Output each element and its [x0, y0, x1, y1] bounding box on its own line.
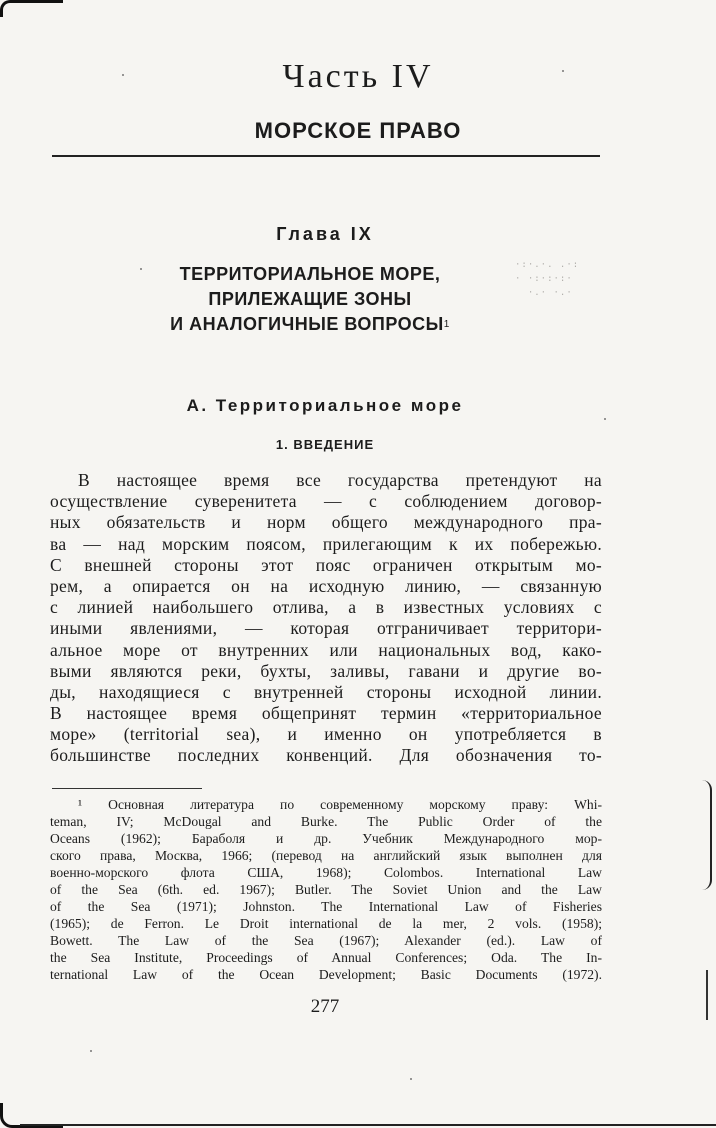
- chapter-label: Глава IX: [276, 224, 374, 244]
- page-number: 277: [310, 996, 340, 1017]
- body-line: В настоящее время все государства претендуют на: [78, 470, 602, 490]
- page-edge-mark-right-lower: [702, 970, 708, 1020]
- footnote-line: ского права, Москва, 1966; (перевод на английский язык выполнен для: [50, 848, 602, 863]
- body-line: В настоящее время общепринят термин «территориальное: [50, 703, 602, 724]
- body-line: рем, а опирается он на исходную линию, — связанную: [50, 575, 602, 596]
- footnote: [50, 796, 602, 983]
- footnote-line: teman, IV; McDougal and Burke. The Public Order of the: [50, 814, 602, 829]
- body-line: ва — над морским поясом, прилегающим к их побережью.: [50, 533, 602, 554]
- footnote-line: (1965); de Ferron. Le Droit international de la mer, 2 vols. (1958);: [50, 916, 602, 931]
- body-paragraph: [50, 470, 602, 767]
- body-line: ды, находящиеся с внутренней стороны исходной линии.: [50, 681, 602, 702]
- body-line: с линией наибольшего отлива, а в известных условиях с: [50, 597, 602, 618]
- footnote-rule: [52, 788, 202, 789]
- footnote-line: Oceans (1962); Бараболя и др. Учебник Международного мор-: [50, 831, 602, 846]
- section-title: А. Территориальное море: [186, 396, 464, 415]
- body-line: иными явлениями, — которая отграничивает территори-: [50, 618, 602, 639]
- scan-speck: [90, 1050, 92, 1052]
- footnote-line: военно-морского флота США, 1968); Colombos. International Law: [50, 865, 602, 880]
- footnote-line: of the Sea (6th. ed. 1967); Butler. The Soviet Union and the Law: [50, 882, 602, 897]
- part-title: МОРСКОЕ ПРАВО: [254, 118, 462, 143]
- body-line: выми являются реки, бухты, заливы, гавани и другие во-: [50, 660, 602, 681]
- footnote-line: Bowett. The Law of the Sea (1967); Alexander (ed.). Law of: [50, 933, 602, 948]
- scan-speck: [410, 1078, 412, 1080]
- body-line: осуществление суверенитета — с соблюдением договор-: [50, 491, 602, 512]
- page-corner-top-left: [0, 0, 63, 17]
- body-line: большинстве последних конвенций. Для обозначения то-: [50, 745, 602, 766]
- scan-speck: [562, 70, 564, 72]
- bleed-through-marks: ·:·.·. .·: · ·:·:·:· ·.· ·.·: [515, 260, 580, 298]
- part-label: Часть IV: [282, 58, 434, 95]
- page-edge-bottom: [20, 1124, 716, 1126]
- scan-speck: [604, 418, 606, 420]
- footnote-line: of the Sea (1971); Johnston. The International Law of Fisheries: [50, 899, 602, 914]
- chapter-title-line: И АНАЛОГИЧНЫЕ ВОПРОСЫ$^1$: [170, 314, 450, 334]
- footnote-marker: 1: [443, 319, 450, 330]
- footnote-line: the Sea Institute, Proceedings of Annual Conferences; Oda. The In-: [50, 950, 602, 965]
- body-line: море» (territorial sea), и именно он употребляется в: [50, 724, 602, 745]
- scan-speck: [140, 268, 142, 270]
- chapter-title-line: ТЕРРИТОРИАЛЬНОЕ МОРЕ,: [179, 264, 441, 284]
- body-line: С внешней стороны этот пояс ограничен открытым мо-: [50, 554, 602, 575]
- page-edge-mark-right: [702, 780, 712, 890]
- footnote-line: ternational Law of the Ocean Development; Basic Documents (1972).: [50, 967, 602, 982]
- section-subheading: 1. ВВЕДЕНИЕ: [275, 437, 375, 452]
- chapter-title-line: ПРИЛЕЖАЩИЕ ЗОНЫ: [208, 289, 412, 309]
- body-line: альное море от внутренних или национальных вод, како-: [50, 639, 602, 660]
- header-rule: [52, 155, 600, 157]
- footnote-line: ¹ Основная литература по современному морскому праву: Whi-: [78, 797, 602, 812]
- body-line: ных обязательств и норм общего международного пра-: [50, 512, 602, 533]
- scan-speck: [122, 74, 124, 76]
